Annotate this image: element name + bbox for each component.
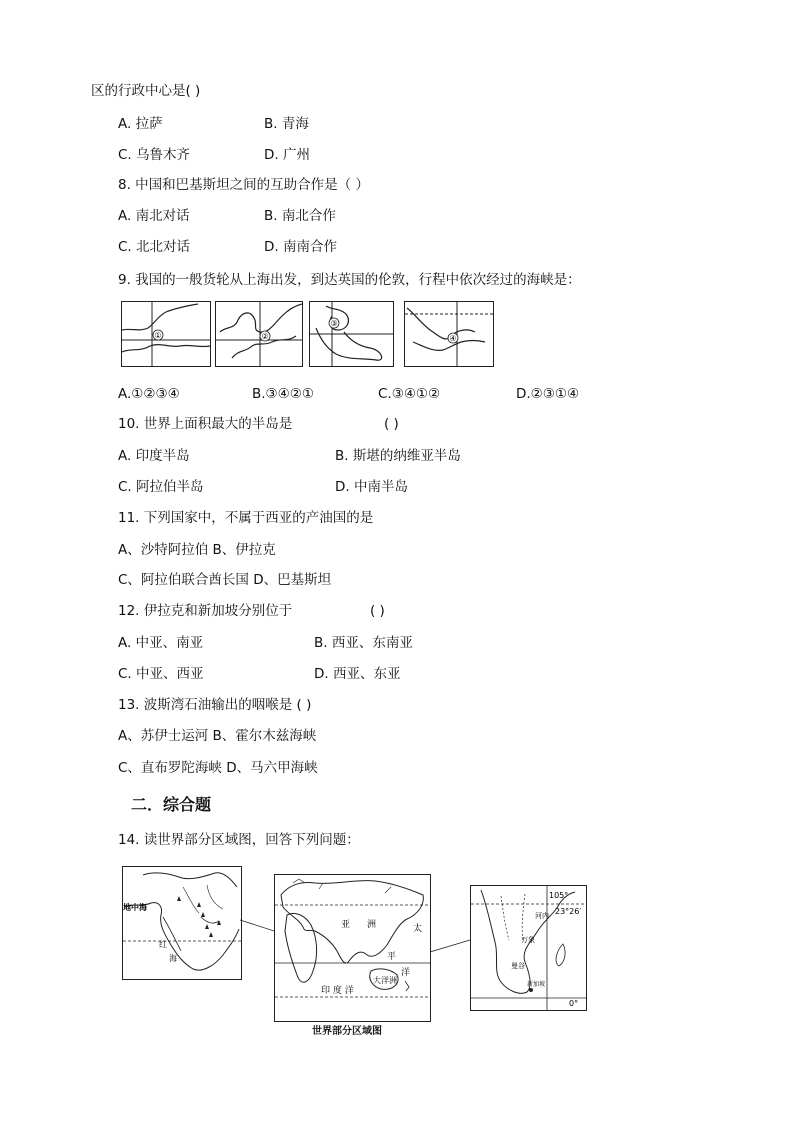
- q9-option-c: C.③④①②: [378, 386, 441, 402]
- tropic-label: 23°26′: [555, 907, 582, 916]
- singapore-label: 新加坡: [527, 981, 546, 988]
- q7-option-b: B. 青海: [264, 116, 309, 132]
- q7-option-c: C. 乌鲁木齐: [118, 147, 191, 163]
- oceania-label: 大洋洲: [373, 976, 397, 985]
- q10-option-a: A. 印度半岛: [118, 448, 190, 464]
- q9-option-b: B.③④②①: [252, 386, 314, 402]
- red-sea-label-2: 海: [169, 954, 177, 963]
- q11-options-ab: A、沙特阿拉伯 B、伊拉克: [118, 542, 276, 558]
- q11-options-cd: C、阿拉伯联合酋长国 D、巴基斯坦: [118, 572, 332, 588]
- asia-label-1: 亚: [341, 920, 351, 930]
- vientiane-label: 万象: [521, 936, 535, 944]
- q9-option-d: D.②③①④: [516, 386, 580, 402]
- q13-options-cd: C、直布罗陀海峡 D、马六甲海峡: [118, 760, 318, 776]
- strait-map-3-number: ③: [330, 319, 338, 328]
- q8-stem: 8. 中国和巴基斯坦之间的互助合作是（ ）: [118, 177, 369, 193]
- red-sea-label-1: 红: [159, 940, 167, 949]
- q12-option-c: C. 中亚、西亚: [118, 666, 204, 682]
- asia-label-2: 洲: [367, 920, 377, 930]
- q10-stem: 10. 世界上面积最大的半岛是: [118, 416, 293, 432]
- strait-map-4-number: ④: [449, 334, 457, 343]
- q10-option-d: D. 中南半岛: [335, 479, 408, 495]
- section-heading: 二．综合题: [131, 795, 212, 814]
- q12-option-a: A. 中亚、南亚: [118, 635, 204, 651]
- q14-stem: 14. 读世界部分区域图，回答下列问题：: [118, 832, 360, 848]
- hanoi-label: 河内: [535, 912, 549, 920]
- q10-option-b: B. 斯堪的纳维亚半岛: [335, 448, 461, 464]
- q12-option-d: D. 西亚、东亚: [314, 666, 401, 682]
- q12-stem: 12. 伊拉克和新加坡分别位于: [118, 603, 293, 619]
- indochina-map: [470, 885, 587, 1011]
- pacific-label-yang: 洋: [401, 968, 411, 978]
- q10-option-c: C. 阿拉伯半岛: [118, 479, 204, 495]
- q8-option-c: C. 北北对话: [118, 239, 191, 255]
- q7-option-a: A. 拉萨: [118, 116, 163, 132]
- q13-stem: 13. 波斯湾石油输出的咽喉是 ( ): [118, 697, 312, 713]
- pacific-label-tai: 太: [413, 924, 423, 934]
- q12-option-b: B. 西亚、东南亚: [314, 635, 413, 651]
- pacific-label-ping: 平: [387, 952, 397, 962]
- world-map-caption: 世界部分区域图: [312, 1026, 382, 1037]
- q8-option-a: A. 南北对话: [118, 208, 190, 224]
- mediterranean-label: 地中海: [123, 903, 147, 912]
- strait-map-2-number: ②: [261, 332, 269, 341]
- q10-paren: ( ): [384, 416, 399, 432]
- longitude-label: 105°: [549, 891, 569, 900]
- q7-option-d: D. 广州: [264, 147, 310, 163]
- q9-stem: 9. 我国的一般货轮从上海出发，到达英国的伦敦，行程中依次经过的海峡是：: [118, 272, 581, 288]
- q8-option-d: D. 南南合作: [264, 239, 337, 255]
- strait-map-1-number: ①: [154, 331, 162, 340]
- world-region-map: [274, 874, 431, 1022]
- q8-option-b: B. 南北合作: [264, 208, 336, 224]
- q7-stem-tail: 区的行政中心是( ): [91, 83, 201, 99]
- q13-options-ab: A、苏伊士运河 B、霍尔木兹海峡: [118, 728, 317, 744]
- q11-stem: 11. 下列国家中，不属于西亚的产油国的是: [118, 510, 374, 526]
- q9-option-a: A.①②③④: [118, 386, 180, 402]
- q12-paren: ( ): [370, 603, 385, 619]
- bangkok-label: 曼谷: [511, 962, 525, 970]
- equator-label: 0°: [569, 999, 579, 1008]
- indian-ocean-label: 印 度 洋: [321, 986, 354, 996]
